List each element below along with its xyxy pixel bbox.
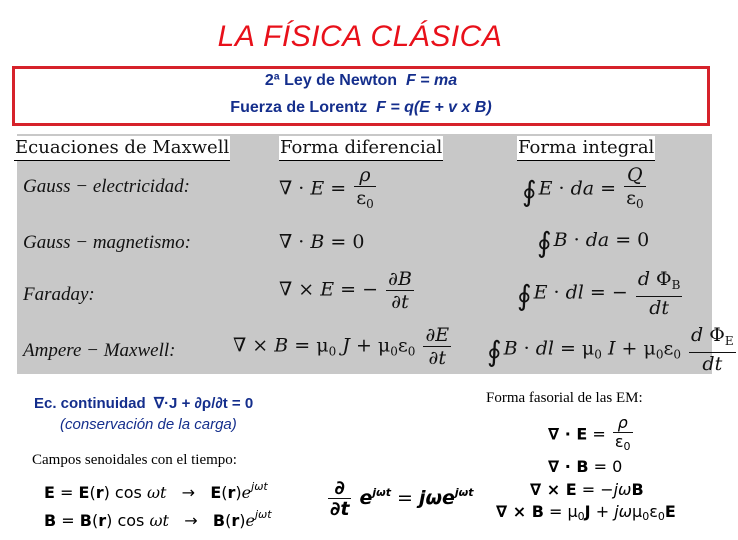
gauss-electric-differential: ∇ · E = $\frac{\rho}{\varepsilon_0}$ xyxy=(279,164,374,211)
sinusoidal-fields-title: Campos senoidales con el tiempo: xyxy=(32,452,237,468)
phasor-gauss-electric: ∇ · E = $\frac{\rho}{\varepsilon 0}$ xyxy=(548,413,631,453)
differential-form-header: Forma diferencial xyxy=(279,136,443,161)
gauss-electric-integral: ∮ E · da = $\frac{Q}{\varepsilon_0}$ xyxy=(522,164,644,211)
newton-formula: F = ma xyxy=(405,72,458,89)
lorentz-formula: F = q(E + v x B) xyxy=(376,99,492,116)
maxwell-equations-panel xyxy=(15,134,734,375)
faraday-label: Faraday: xyxy=(23,284,95,305)
phasor-ampere-maxwell: ∇ × B = μ0J + jωμ0ε0E xyxy=(496,502,676,523)
sinusoidal-b-field: B = B(r) $\cos \omega t \to B(r)e^{j\omega t}$ xyxy=(44,508,272,530)
phasor-gauss-magnetic: ∇ · B = 0 xyxy=(548,457,623,476)
phasor-faraday: ∇ × E = −jωB xyxy=(530,480,644,499)
phasor-form-title: Forma fasorial de las EM: xyxy=(486,390,643,406)
sinusoidal-e-field: E = E(r) $\cos \omega t \to E(r)e^{j\omega t}$ xyxy=(44,480,268,502)
faraday-integral: ∮ E · dl = − $\frac{d \Phi_B}{dt}$ xyxy=(517,268,681,319)
gauss-electric-label: Gauss − electricidad: xyxy=(23,176,190,197)
maxwell-header: Ecuaciones de Maxwell xyxy=(14,136,230,161)
gauss-magnetic-label: Gauss − magnetismo: xyxy=(23,232,191,253)
laws-box xyxy=(12,66,710,126)
ampere-maxwell-integral: ∮ B · dl = $\mu_0$ $I + \mu_0\varepsilon_0$ $\frac{d \Phi_E}{dt}$ xyxy=(487,324,734,375)
lorentz-label: Fuerza de Lorentz xyxy=(230,99,368,116)
time-derivative-identity: $\frac{\partial}{\partial t}$ $e^{j\omega t} = j\omega e^{j\omega t}$ xyxy=(330,477,474,520)
lorentz-law xyxy=(15,99,707,117)
slide-title: LA FÍSICA CLÁSICA xyxy=(217,20,503,53)
gauss-magnetic-integral: ∮ B · da = 0 xyxy=(537,226,650,259)
faraday-differential: ∇ × E = − $\frac{\partial B}{\partial t}$ xyxy=(279,268,412,313)
integral-form-header: Forma integral xyxy=(517,136,655,161)
continuity-equation xyxy=(34,394,253,412)
newton-law xyxy=(15,72,707,90)
continuity-formula: ∇·J + ∂ρ/∂t = 0 xyxy=(154,395,254,412)
gauss-magnetic-differential: ∇ · B = 0 xyxy=(279,231,365,253)
continuity-label: Ec. continuidad xyxy=(34,395,146,412)
ampere-maxwell-differential: ∇ × $B = \mu_0$ $J + \mu_0\varepsilon_0$ $\frac{\partial E}{\partial t}$ xyxy=(233,324,450,369)
continuity-note: (conservación de la carga) xyxy=(60,416,237,433)
ampere-maxwell-label: Ampere − Maxwell: xyxy=(23,340,176,361)
newton-label: 2ª Ley de Newton xyxy=(264,72,398,89)
